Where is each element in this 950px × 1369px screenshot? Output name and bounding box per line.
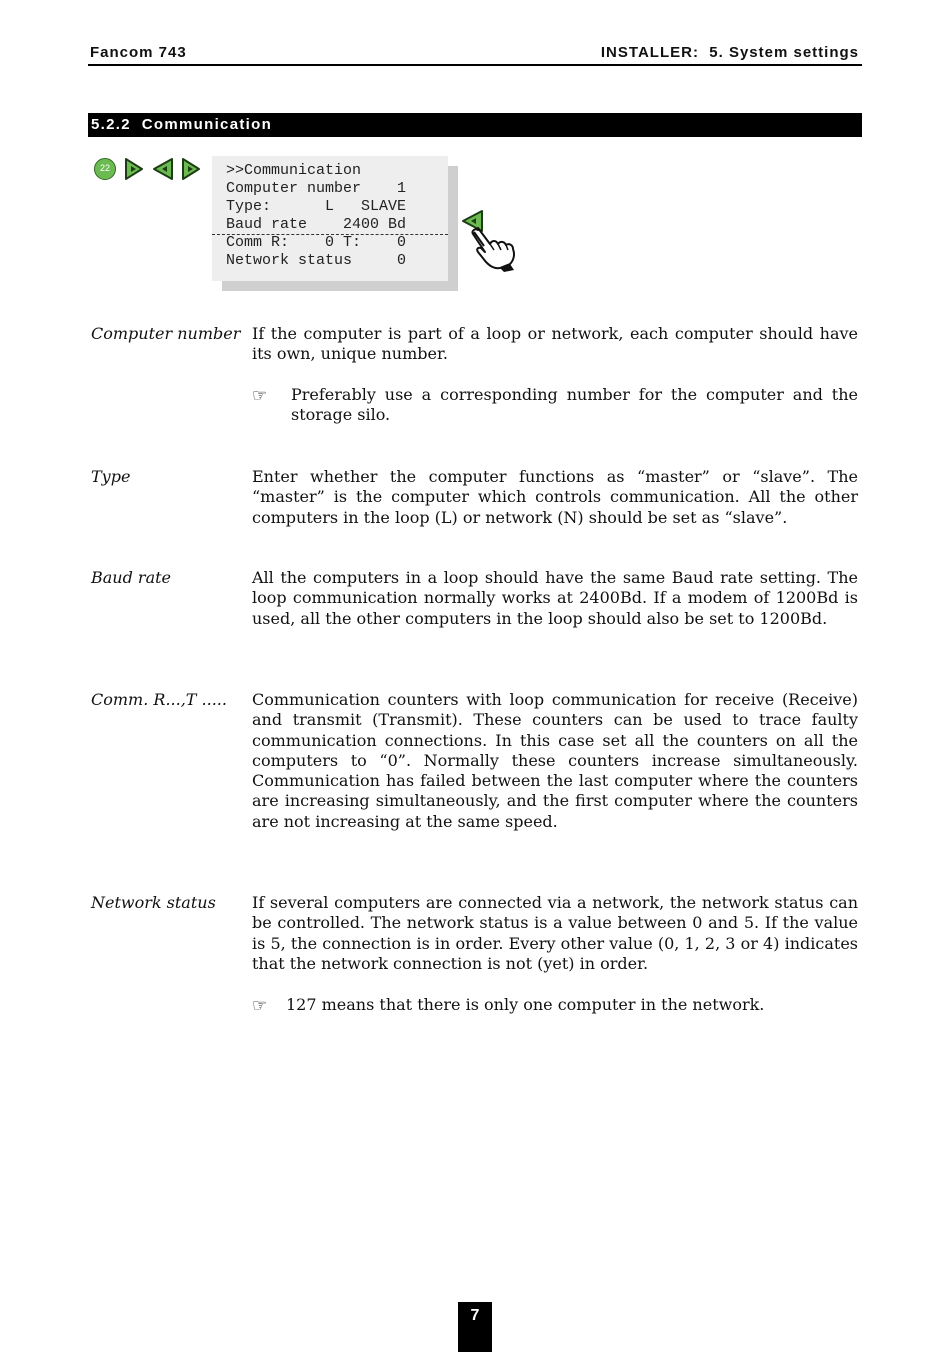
lcd-display — [212, 156, 448, 281]
term-baud-rate: Baud rate — [91, 568, 172, 587]
display-line-comm: Comm R: 0 T: 0 — [226, 234, 407, 251]
arrow-left-key-icon — [151, 157, 175, 181]
display-line-baud-rate: Baud rate 2400 Bd — [226, 216, 407, 233]
note-computer-number — [252, 385, 858, 426]
header-rule — [88, 64, 862, 66]
arrow-right-key-icon — [180, 157, 202, 181]
arrow-right-key-icon — [123, 157, 145, 181]
display-line-computer-number: Computer number 1 — [226, 180, 407, 197]
note-text: Preferably use a corresponding number for the computer and the storage silo. — [291, 385, 858, 425]
section-title-bar: 5.2.2 Communication — [88, 113, 862, 137]
term-computer-number: Computer number — [91, 324, 241, 343]
pointing-hand-note-icon: ☞ — [252, 386, 268, 406]
header-product: Fancom 743 — [90, 44, 187, 61]
desc-type: Enter whether the computer functions as “master” or “slave”. The “master” is the computer which controls communication. All the other computers in the loop (L) or network (N) should be set as “slave”. — [252, 467, 858, 527]
desc-network-status: If several computers are connected via a network, the network status can be controlled. The network status is a value between 0 and 5. If the value is 5, the connection is in order. Every other value (0, 1, 2, 3 or 4) indicates that the network connection is not (yet) in order. — [252, 893, 858, 973]
key-sequence — [94, 157, 204, 183]
display-line-network-status: Network status 0 — [226, 252, 407, 269]
header-chapter: INSTALLER: 5. System settings — [600, 44, 859, 61]
note-text: 127 means that there is only one computer in the network. — [286, 995, 765, 1014]
term-network-status: Network status — [91, 893, 216, 912]
term-comm-counters: Comm. R...,T ..... — [91, 690, 227, 709]
desc-computer-number: If the computer is part of a loop or network, each computer should have its own, unique number. — [252, 324, 858, 364]
menu-number-key-icon: 22 — [94, 158, 116, 180]
desc-baud-rate: All the computers in a loop should have the same Baud rate setting. The loop communication normally works at 2400Bd. If a modem of 1200Bd is used, all the other computers in the loop should also be set to 1200Bd. — [252, 568, 858, 628]
note-network-status — [252, 995, 858, 1015]
term-type: Type — [91, 467, 131, 486]
display-line-type: Type: L SLAVE — [226, 198, 407, 215]
hand-pointer-icon — [460, 208, 520, 272]
desc-comm-counters: Communication counters with loop communication for receive (Receive) and transmit (Transmit). These counters can be used to trace faulty communication connections. In this case set all the counters on all the computers to “0”. Normally these counters increase simultaneously. Communication has failed between the last computer where the counters are increasing simultaneously, and the first computer where the counters are not increasing at the same speed. — [252, 690, 858, 831]
display-line-title: >>Communication — [226, 162, 362, 179]
page-number: 7 — [458, 1302, 492, 1352]
pointing-hand-note-icon: ☞ — [252, 996, 268, 1016]
